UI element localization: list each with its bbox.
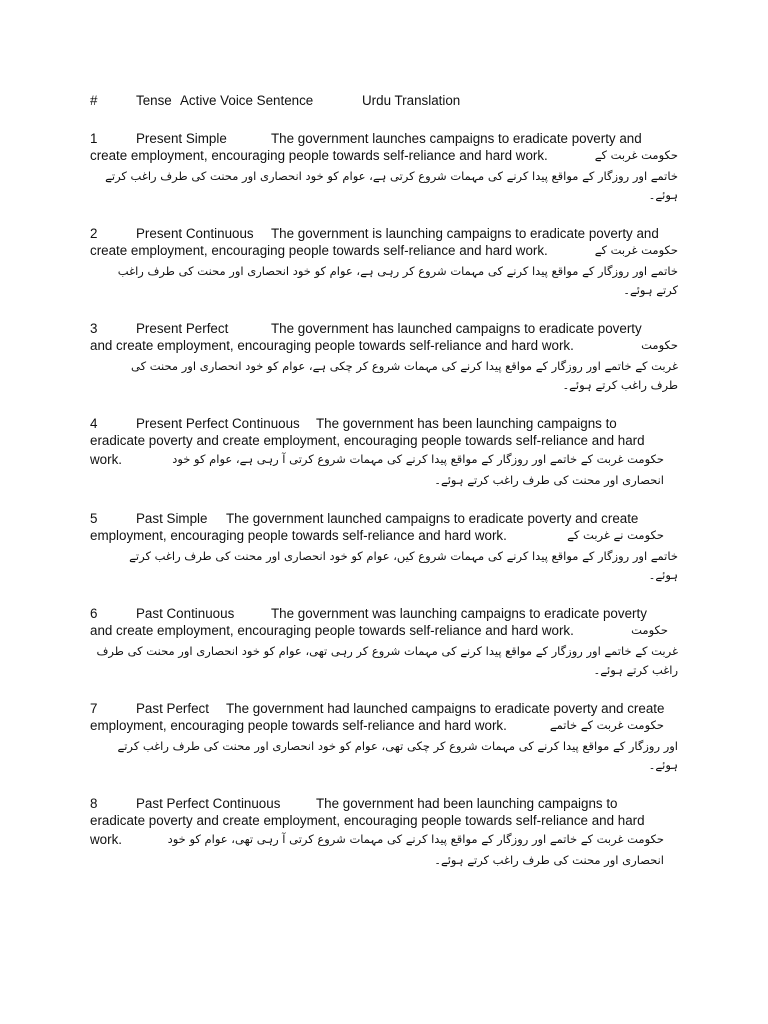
entry-sentence: The government was launching campaigns to eradicate poverty (271, 606, 647, 621)
entry-sentence-continued: eradicate poverty and create employment, encouraging people towards self-reliance and hard (90, 813, 645, 828)
entry-tense: Past Continuous (136, 606, 235, 621)
entry-past-continuous (90, 604, 678, 680)
entry-urdu-start: حکومت غربت کے خاتمے (549, 718, 664, 732)
entry-first-line (90, 604, 678, 623)
entry-sentence-continued: employment, encouraging people towards self-reliance and hard work. (90, 528, 507, 543)
entry-sentence-continued: create employment, encouraging people towards self-reliance and hard work. (90, 243, 548, 258)
entry-urdu-start: حکومت غربت کے (594, 148, 678, 162)
entry-first-line (90, 414, 678, 433)
entry-sentence-line (90, 452, 678, 471)
entry-urdu-line: خاتمے اور روزگار کے مواقع پیدا کرنے کی مہمات شروع کر رہی ہے، عوام کو خود انحصاری اور محنت کی طرف راغب (117, 264, 678, 278)
entry-sentence-line (90, 338, 678, 357)
entry-number: 5 (90, 511, 98, 526)
entry-sentence: The government launches campaigns to eradicate poverty and (271, 131, 642, 146)
entry-sentence-continued: eradicate poverty and create employment, encouraging people towards self-reliance and hard (90, 433, 645, 448)
entry-tense: Present Perfect (136, 321, 229, 336)
entry-sentence: The government launched campaigns to eradicate poverty and create (226, 511, 639, 526)
entry-tense: Past Simple (136, 511, 208, 526)
entry-urdu-line: غربت کے خاتمے اور روزگار کے مواقع پیدا کرنے کی مہمات شروع کر چکی ہے، عوام کو خود انحصاری اور محنت کی (131, 359, 678, 373)
entry-urdu-start: حکومت غربت کے خاتمے اور روزگار کے مواقع پیدا کرنے کی مہمات شروع کرتی آ رہی تھی، عوام کو خود (167, 832, 664, 846)
entry-first-line (90, 224, 678, 243)
entry-number: 8 (90, 796, 98, 811)
document-content (90, 91, 678, 870)
entry-urdu-line: ہوئے۔ (648, 758, 678, 772)
entry-sentence-line (90, 433, 678, 452)
entry-urdu-line: طرف راغب کرتے ہوئے۔ (562, 378, 678, 392)
entry-sentence-line (90, 718, 678, 737)
entry-first-line (90, 794, 678, 813)
entry-sentence-line (90, 832, 678, 851)
entry-number: 6 (90, 606, 98, 621)
entry-sentence-line (90, 623, 678, 642)
entry-present-simple (90, 129, 678, 205)
entry-sentence-line (90, 148, 678, 167)
entry-number: 2 (90, 226, 98, 241)
entry-urdu-line: اور روزگار کے مواقع پیدا کرنے کی مہمات شروع کر چکی تھی، عوام کو خود انحصاری اور محنت کی طرف راغب کرتے (117, 739, 678, 753)
entry-urdu-start: حکومت غربت کے خاتمے اور روزگار کے مواقع پیدا کرنے کی مہمات شروع کرتی آ رہی ہے، عوام کو خود (172, 452, 664, 466)
entry-sentence-continued: and create employment, encouraging people towards self-reliance and hard work. (90, 338, 574, 353)
entry-sentence-line (90, 243, 678, 262)
header-urdu-translation: Urdu Translation (362, 93, 461, 108)
entry-sentence: The government has launched campaigns to eradicate poverty (271, 321, 642, 336)
entry-present-continuous (90, 224, 678, 300)
entry-urdu-line: انحصاری اور محنت کی طرف راغب کرتے ہوئے۔ (434, 853, 664, 867)
entry-sentence-continued: employment, encouraging people towards self-reliance and hard work. (90, 718, 507, 733)
entry-tense: Past Perfect Continuous (136, 796, 281, 811)
entry-urdu-line: انحصاری اور محنت کی طرف راغب کرتے ہوئے۔ (434, 473, 664, 487)
entry-sentence-line (90, 813, 678, 832)
entry-sentence-continued: create employment, encouraging people towards self-reliance and hard work. (90, 148, 548, 163)
entry-sentence: The government has been launching campaigns to (316, 416, 617, 431)
entry-number: 1 (90, 131, 98, 146)
entry-sentence: The government is launching campaigns to eradicate poverty and (271, 226, 659, 241)
entry-number: 3 (90, 321, 98, 336)
entry-urdu-line: ہوئے۔ (648, 188, 678, 202)
entry-number: 4 (90, 416, 98, 431)
entry-tense: Present Simple (136, 131, 227, 146)
entry-sentence: The government had launched campaigns to eradicate poverty and create (226, 701, 665, 716)
entry-tense: Present Perfect Continuous (136, 416, 300, 431)
entry-present-perfect-continuous (90, 414, 678, 490)
entry-sentence: The government had been launching campaigns to (316, 796, 618, 811)
entry-first-line (90, 319, 678, 338)
entry-past-perfect (90, 699, 678, 775)
entry-first-line (90, 509, 678, 528)
entry-first-line (90, 129, 678, 148)
entry-tense: Present Continuous (136, 226, 254, 241)
entry-urdu-start: حکومت نے غربت کے (567, 528, 664, 542)
entry-urdu-start: حکومت غربت کے (594, 243, 678, 257)
entry-sentence-continued: and create employment, encouraging people towards self-reliance and hard work. (90, 623, 574, 638)
header-active-voice: Active Voice Sentence (180, 93, 314, 108)
entry-tense: Past Perfect (136, 701, 209, 716)
entry-urdu-line: ہوئے۔ (648, 568, 678, 582)
entry-sentence-line (90, 528, 678, 547)
entry-urdu-line: راغب کرتے ہوئے۔ (593, 663, 678, 677)
entry-number: 7 (90, 701, 98, 716)
entry-urdu-start: حکومت (631, 623, 668, 637)
entry-first-line (90, 699, 678, 718)
entry-urdu-line: کرتے ہوئے۔ (623, 283, 678, 297)
entry-present-perfect (90, 319, 678, 395)
header-number: # (90, 93, 98, 108)
entry-sentence-end: work. (90, 832, 122, 847)
entry-urdu-line: غربت کے خاتمے اور روزگار کے مواقع پیدا کرنے کی مہمات شروع کر رہی تھی، عوام کو خود انحصاری اور محنت کی طرف (96, 644, 678, 658)
table-header (90, 91, 678, 110)
entry-past-perfect-continuous (90, 794, 678, 870)
entry-past-simple (90, 509, 678, 585)
entry-urdu-start: حکومت (641, 338, 678, 352)
entry-urdu-line: خاتمے اور روزگار کے مواقع پیدا کرنے کی مہمات شروع کرتی ہے، عوام کو خود انحصاری اور محنت کی طرف راغب کرتے (105, 169, 678, 183)
entry-sentence-end: work. (90, 452, 122, 467)
header-tense: Tense (136, 93, 172, 108)
entry-urdu-line: خاتمے اور روزگار کے مواقع پیدا کرنے کی مہمات شروع کیں، عوام کو خود انحصاری اور محنت کی طرف راغب کرتے (129, 549, 678, 563)
